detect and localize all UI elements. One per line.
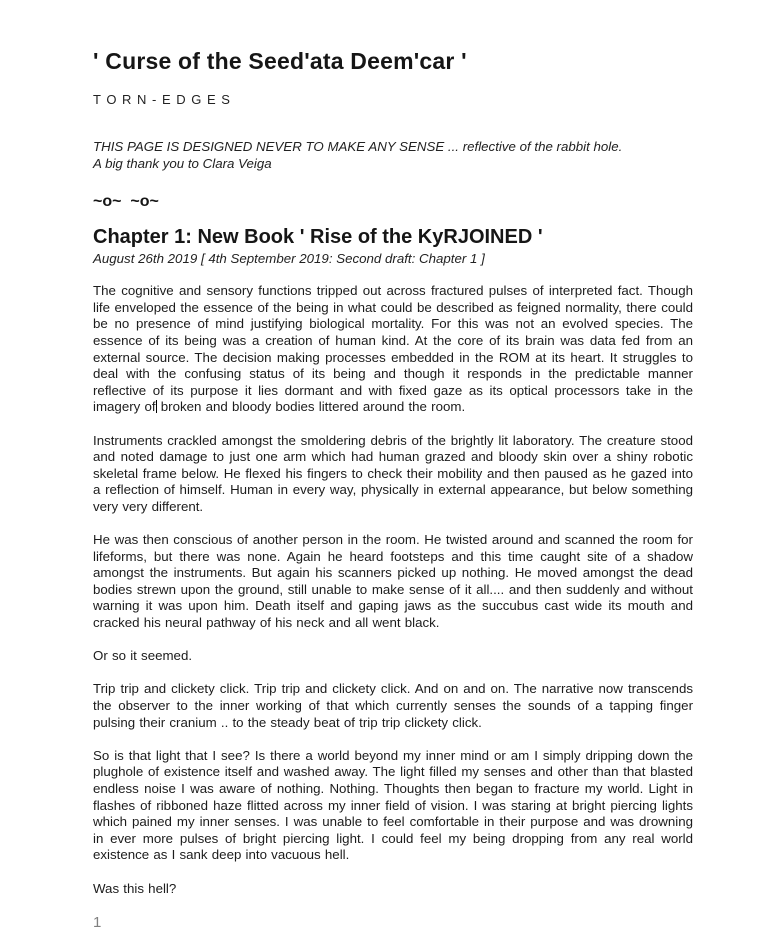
text-cursor — [156, 400, 157, 413]
paragraph-text-after-cursor[interactable]: broken and bloody bodies littered around the room. — [160, 399, 466, 415]
body-paragraph-5[interactable]: Trip trip and clickety click. Trip trip and clickety click. And on and on. The narrative now transcends the observer to the inner working of that which currently senses the sounds of a tapping finger pulsing their cranium .. to the steady beat of trip trip clickety click. — [93, 681, 693, 730]
body-paragraph-6[interactable]: So is that light that I see? Is there a world beyond my inner mind or am I simply dripping down the plughole of existence itself and washed away. The light filled my senses and other than that blasted endless noise I was aware of nothing. Nothing. Thoughts then began to fracture my world. Light in flashes of ribboned haze flitted across my inner field of vision. I was staring at bright piercing lights which pained my inner senses. I was unable to feel comfortable in their purpose and was drowning in ever more pulses of bright piercing light. I could feel my being dropping from any real world existence as I sank deep into vacuous hell. — [93, 747, 693, 863]
body-paragraph-3[interactable]: He was then conscious of another person in the room. He twisted around and scanned the room for lifeforms, but there was none. Again he heard footsteps and this time caught site of a shadow amongst the instruments. But again his scanners picked up nothing. He moved amongst the dead bodies strewn upon the ground, still unable to make sense of it all.... and then suddenly and without warning it was upon him. Death itself and gaping jaws as the succubus cast wide its mouth and cracked his neural pathway of his neck and all went black. — [93, 532, 693, 631]
body-paragraph-2[interactable]: Instruments crackled amongst the smoldering debris of the brightly lit laboratory. The creature stood and noted damage to just one arm which had human grazed and bloody skin over a shiny robotic skeletal frame below. He flexed his fingers to check their mobility and then paused as he gazed into a reflection of himself. Human in every way, physically in external appearance, but below something very very different. — [93, 432, 693, 514]
disclaimer-line-1[interactable]: THIS PAGE IS DESIGNED NEVER TO MAKE ANY SENSE ... reflective of the rabbit hole. — [93, 139, 623, 154]
page-number: 1 — [93, 913, 102, 931]
document-content[interactable] — [93, 48, 693, 931]
body-text[interactable] — [93, 283, 693, 897]
chapter-heading[interactable]: Chapter 1: New Book ' Rise of the KyRJOINED ' — [93, 226, 543, 249]
disclaimer-line-2[interactable]: A big thank you to Clara Veiga — [93, 155, 272, 171]
paragraph-text-before-cursor[interactable]: The cognitive and sensory functions tripped out across fractured pulses of interpreted fact. Though life enveloped the essence of the being in what could be described as feigned normality, there could be no presence of mind justifying biological mortality. For this was not an evolved species. The essence of its being was a creation of human kind. At the core of its brain was data fed from an external source. The decision making processes embedded in the ROM at its heart. It struggles to deal with the confusing status of its being and though it responds in the predictable manner reflective of its purpose it lies dormant and with fixed gaze as its optical processors take in the imagery of — [93, 283, 693, 415]
chapter-date[interactable]: August 26th 2019 [ 4th September 2019: Second draft: Chapter 1 ] — [93, 251, 485, 267]
section-divider[interactable]: ~o~ ~o~ — [93, 193, 159, 211]
disclaimer-block[interactable] — [93, 139, 693, 172]
body-paragraph-7[interactable]: Was this hell? — [93, 880, 177, 896]
body-paragraph-1[interactable] — [93, 283, 693, 416]
body-paragraph-4[interactable]: Or so it seemed. — [93, 648, 193, 664]
page-title[interactable]: ' Curse of the Seed'ata Deem'car ' — [93, 48, 467, 74]
series-subtitle[interactable]: T O R N - E D G E S — [93, 92, 231, 107]
